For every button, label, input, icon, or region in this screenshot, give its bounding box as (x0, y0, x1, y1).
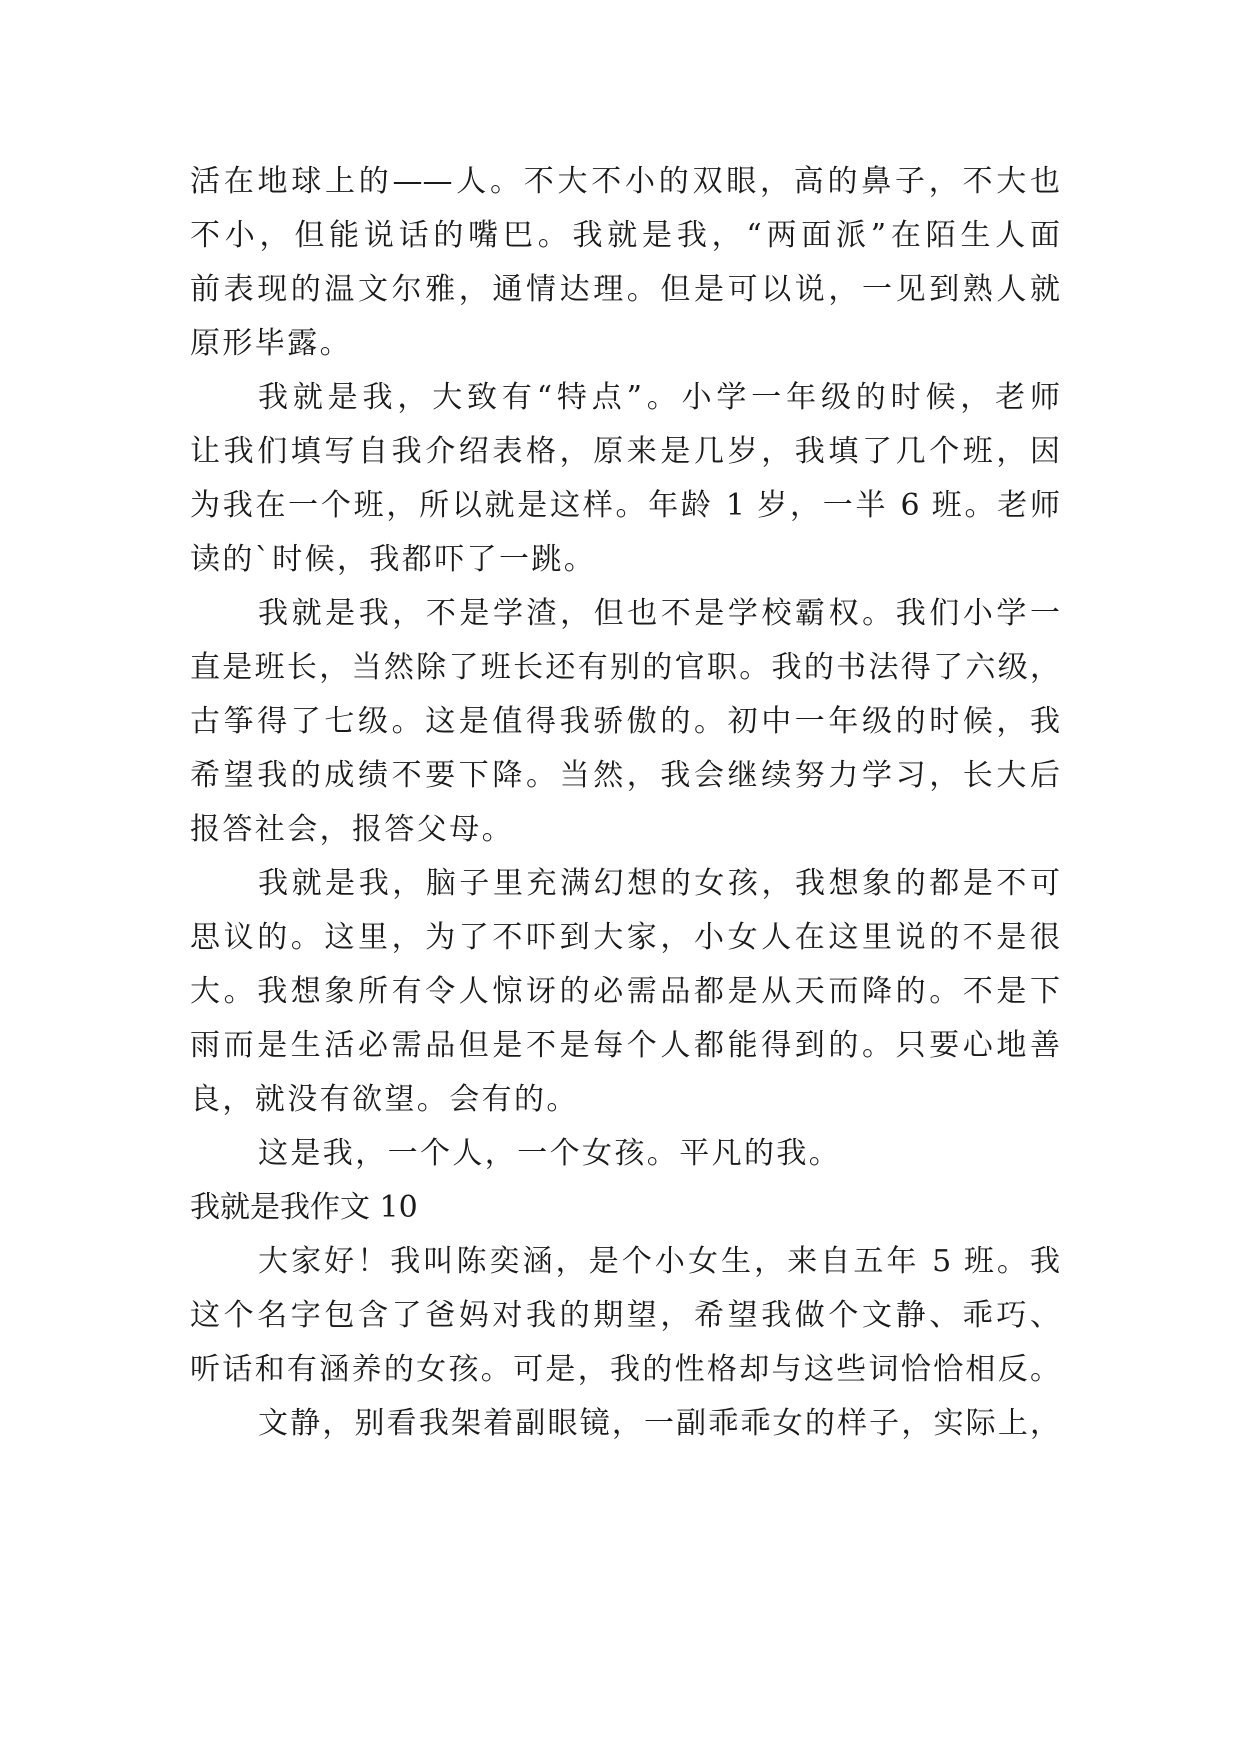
text-line: 原形毕露。 (190, 326, 352, 361)
paragraph-first-line: 我就是我，不是学渣，但也不是学校霸权。我们小学一 (258, 596, 1060, 631)
text-line: 报答社会，报答父母。 (190, 812, 514, 847)
text-line: 为我在一个班，所以就是这样。年龄 1 岁，一半 6 班。老师 (190, 488, 1060, 523)
text-line: 直是班长，当然除了班长还有别的官职。我的书法得了六级， (190, 650, 1060, 685)
paragraph-first-line: 大家好！我叫陈奕涵，是个小女生，来自五年 5 班。我 (258, 1244, 1060, 1279)
text-line: 雨而是生活必需品但是不是每个人都能得到的。只要心地善 (190, 1028, 1060, 1063)
text-line: 希望我的成绩不要下降。当然，我会继续努力学习，长大后 (190, 758, 1060, 793)
text-line: 这个名字包含了爸妈对我的期望，希望我做个文静、乖巧、 (190, 1298, 1060, 1333)
text-line: 古筝得了七级。这是值得我骄傲的。初中一年级的时候，我 (190, 704, 1060, 739)
essay-heading: 我就是我作文 10 (190, 1190, 418, 1225)
text-line: 活在地球上的——人。不大不小的双眼，高的鼻子，不大也 (190, 164, 1060, 199)
text-line: 让我们填写自我介绍表格，原来是几岁，我填了几个班，因 (190, 434, 1060, 469)
text-line: 听话和有涵养的女孩。可是，我的性格却与这些词恰恰相反。 (190, 1352, 1060, 1387)
text-line: 不小，但能说话的嘴巴。我就是我，“两面派”在陌生人面 (190, 218, 1060, 253)
paragraph-first-line: 我就是我，大致有“特点”。小学一年级的时候，老师 (258, 380, 1060, 415)
text-line: 思议的。这里，为了不吓到大家，小女人在这里说的不是很 (190, 920, 1060, 955)
text-line: 良，就没有欲望。会有的。 (190, 1082, 579, 1117)
paragraph-first-line: 文静，别看我架着副眼镜，一副乖乖女的样子，实际上， (258, 1406, 1060, 1441)
text-line: 大。我想象所有令人惊讶的必需品都是从天而降的。不是下 (190, 974, 1060, 1009)
paragraph-first-line: 这是我，一个人，一个女孩。平凡的我。 (258, 1136, 842, 1171)
paragraph-first-line: 我就是我，脑子里充满幻想的女孩，我想象的都是不可 (258, 866, 1060, 901)
text-line: 读的`时候，我都吓了一跳。 (190, 542, 597, 577)
text-line: 前表现的温文尔雅，通情达理。但是可以说，一见到熟人就 (190, 272, 1060, 307)
